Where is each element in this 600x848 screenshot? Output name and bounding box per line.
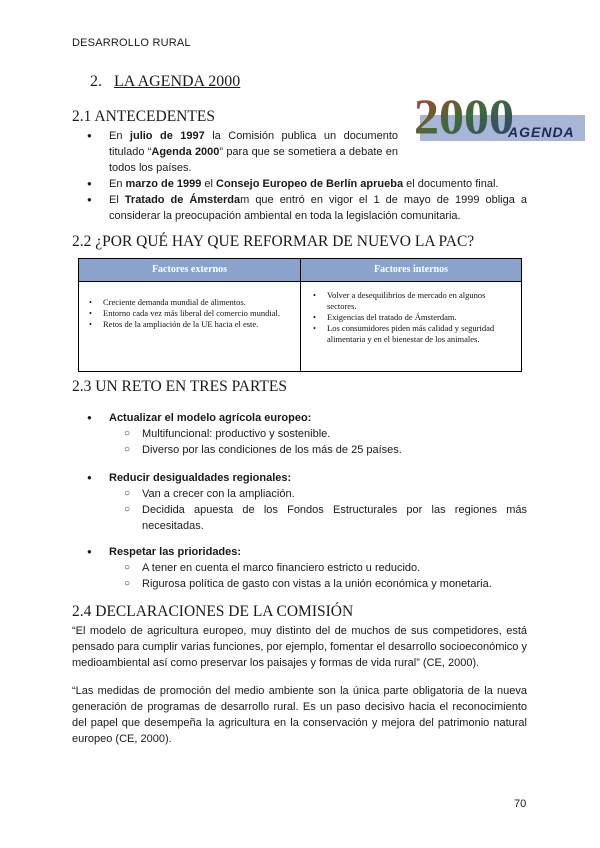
section-number: 2. — [90, 73, 102, 90]
logo-word: AGENDA — [508, 124, 575, 140]
reto-group-2 — [72, 470, 527, 534]
quote-1: “El modelo de agricultura europeo, muy distinto del de muchos de sus competidores, está pensado para cumplir varias funciones, por ejemplo, fomentar el desarrollo socioeconómico y medioambiental así como preservar los paisajes y formas de vida rural” (CE, 2000). — [72, 625, 527, 669]
list-item: ● Respetar las prioridades: — [72, 544, 527, 560]
list-item: ● El Tratado de Ámsterdam que entró en vigor el 1 de mayo de 1999 obliga a considerar la preocupación ambiental en toda la legislación comunitaria. — [72, 192, 527, 224]
section-title — [90, 73, 240, 91]
list-item: ● En marzo de 1999 el Consejo Europeo de Berlín aprueba el documento final. — [72, 176, 527, 192]
running-header: DESARROLLO RURAL — [72, 37, 191, 49]
sub-item: ○ Van a crecer con la ampliación. — [72, 486, 527, 502]
col-header-internal: Factores internos — [301, 259, 521, 281]
section-title-text: LA AGENDA 2000 — [114, 73, 241, 90]
table-item: • Exigencias del tratado de Ámsterdam. — [309, 312, 514, 323]
reto-group-3 — [72, 544, 527, 592]
table-item: • Los consumidores piden más calidad y seguridad alimentaria y en el bienestar de los animales. — [309, 323, 514, 345]
table-item: • Creciente demanda mundial de alimentos. — [85, 297, 290, 308]
table-item: • Entorno cada vez más liberal del comercio mundial. — [85, 308, 290, 319]
table-item: • Volver a desequilibrios de mercado en algunos sectores. — [309, 290, 514, 312]
list-item: ● Reducir desigualdades regionales: — [72, 470, 527, 486]
logo-year: 2000 — [414, 89, 514, 141]
page-number: 70 — [514, 798, 527, 810]
table-item: • Retos de la ampliación de la UE hacia el este. — [85, 319, 290, 330]
sub-item: ○ Rigurosa política de gasto con vistas a la unión económica y monetaria. — [72, 576, 527, 592]
col-header-external: Factores externos — [79, 259, 300, 281]
cell-internal — [309, 290, 514, 345]
agenda-2000-logo — [408, 89, 585, 141]
antecedentes-list-a — [72, 128, 398, 176]
quote-2: “Las medidas de promoción del medio ambiente son la única parte obligatoria de la nueva generación de programas de desarrollo rural. Es un paso decisivo hacia el reconocimiento del papel que desempeña la agricultura en la conservación y mejora del patrimonio natural europeo (CE, 2000). — [72, 685, 527, 745]
list-item: ● En julio de 1997 la Comisión publica un documento titulado “Agenda 2000” para que se sometiera a debate en todos los países. — [72, 128, 398, 176]
heading-2-4: 2.4 DECLARACIONES DE LA COMISIÓN — [72, 603, 354, 620]
antecedentes-list-b — [72, 176, 527, 224]
cell-external — [85, 297, 290, 330]
sub-item: ○ Diverso por las condiciones de los más de 25 países. — [72, 442, 527, 458]
factors-table — [78, 258, 522, 372]
heading-2-2: 2.2 ¿POR QUÉ HAY QUE REFORMAR DE NUEVO LA PAC? — [72, 233, 475, 250]
heading-2-1: 2.1 ANTECEDENTES — [72, 108, 215, 125]
heading-2-3: 2.3 UN RETO EN TRES PARTES — [72, 378, 287, 395]
list-item: ● Actualizar el modelo agrícola europeo: — [72, 410, 527, 426]
sub-item: ○ Decidida apuesta de los Fondos Estructurales por las regiones más necesitadas. — [72, 502, 527, 534]
sub-item: ○ Multifuncional: productivo y sostenible. — [72, 426, 527, 442]
reto-group-1 — [72, 410, 527, 458]
sub-item: ○ A tener en cuenta el marco financiero estricto u reducido. — [72, 560, 527, 576]
